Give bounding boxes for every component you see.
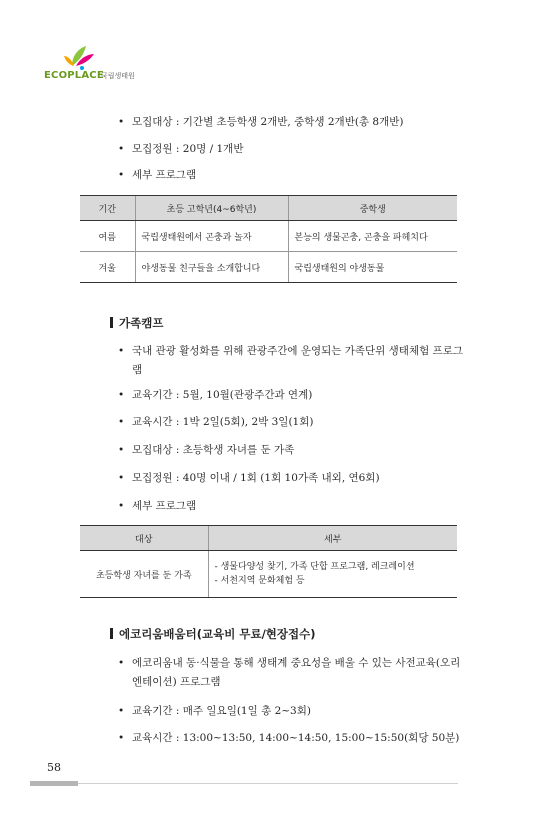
table-row xyxy=(80,551,457,598)
table-header: 기간 xyxy=(80,196,135,221)
list-item: • 모집정원 : 20명 / 1개반 xyxy=(118,143,244,155)
table-row xyxy=(80,252,457,283)
table-cell: 초등학생 자녀를 둔 가족 xyxy=(80,551,208,598)
table-cell: 본능의 생물곤충, 곤충을 파헤치다 xyxy=(288,221,457,252)
list-item: • 모집대상 : 초등학생 자녀를 둔 가족 xyxy=(118,444,295,456)
logo-text: ECOPLACE xyxy=(44,70,104,81)
section-heading: 가족캠프 xyxy=(110,315,163,331)
detail-line: - 서천지역 문화체험 등 xyxy=(214,576,305,586)
footer-bar xyxy=(30,781,78,786)
section-heading: 에코리움배움터(교육비 무료/현장접수) xyxy=(110,626,315,642)
table-header: 세부 xyxy=(208,526,457,551)
list-item: • 세부 프로그램 xyxy=(118,169,197,181)
table-cell: 국립생태원에서 곤충과 놀자 xyxy=(135,221,288,252)
list-item: • 국내 관광 활성화를 위해 관광주간에 운영되는 가족단위 생태체험 프로그램 xyxy=(118,345,463,376)
table-cell: 야생동물 친구들을 소개합니다 xyxy=(135,252,288,283)
page-number: 58 xyxy=(47,761,61,774)
leaf-icon xyxy=(62,44,102,70)
footer-line xyxy=(78,783,458,784)
list-item: • 교육시간 : 1박 2일(5회), 2박 3일(1회) xyxy=(118,416,314,428)
table-cell: 국립생태원의 야생동물 xyxy=(288,252,457,283)
table-header: 대상 xyxy=(80,526,208,551)
list-item: • 세부 프로그램 xyxy=(118,500,197,512)
table-cell xyxy=(208,551,457,598)
program-table-1 xyxy=(80,195,457,283)
logo-subtitle: 국립생태원 xyxy=(101,72,135,80)
list-item: • 교육기간 : 5월, 10월(관광주간과 연계) xyxy=(118,389,313,401)
list-item: • 교육시간 : 13:00~13:50, 14:00~14:50, 15:00~15:50(회당 50분) xyxy=(118,732,460,744)
table-header: 초등 고학년(4~6학년) xyxy=(135,196,288,221)
program-table-2 xyxy=(80,525,457,598)
list-item: • 모집정원 : 40명 이내 / 1회 (1회 10가족 내외, 연6회) xyxy=(118,472,380,484)
table-row xyxy=(80,221,457,252)
list-item: • 교육기간 : 매주 일요일(1일 총 2~3회) xyxy=(118,705,311,717)
ecoplace-logo xyxy=(44,50,154,94)
list-item: • 모집대상 : 기간별 초등학생 2개반, 중학생 2개반(총 8개반) xyxy=(118,116,404,128)
table-cell: 여름 xyxy=(80,221,135,252)
table-header: 중학생 xyxy=(288,196,457,221)
list-item: • 에코리움내 동·식물을 통해 생태계 중요성을 배울 수 있는 사전교육(오리엔테이션) 프로그램 xyxy=(118,657,461,688)
table-cell: 겨울 xyxy=(80,252,135,283)
detail-line: - 생물다양성 찾기, 가족 단합 프로그램, 레크레이션 xyxy=(214,562,415,572)
